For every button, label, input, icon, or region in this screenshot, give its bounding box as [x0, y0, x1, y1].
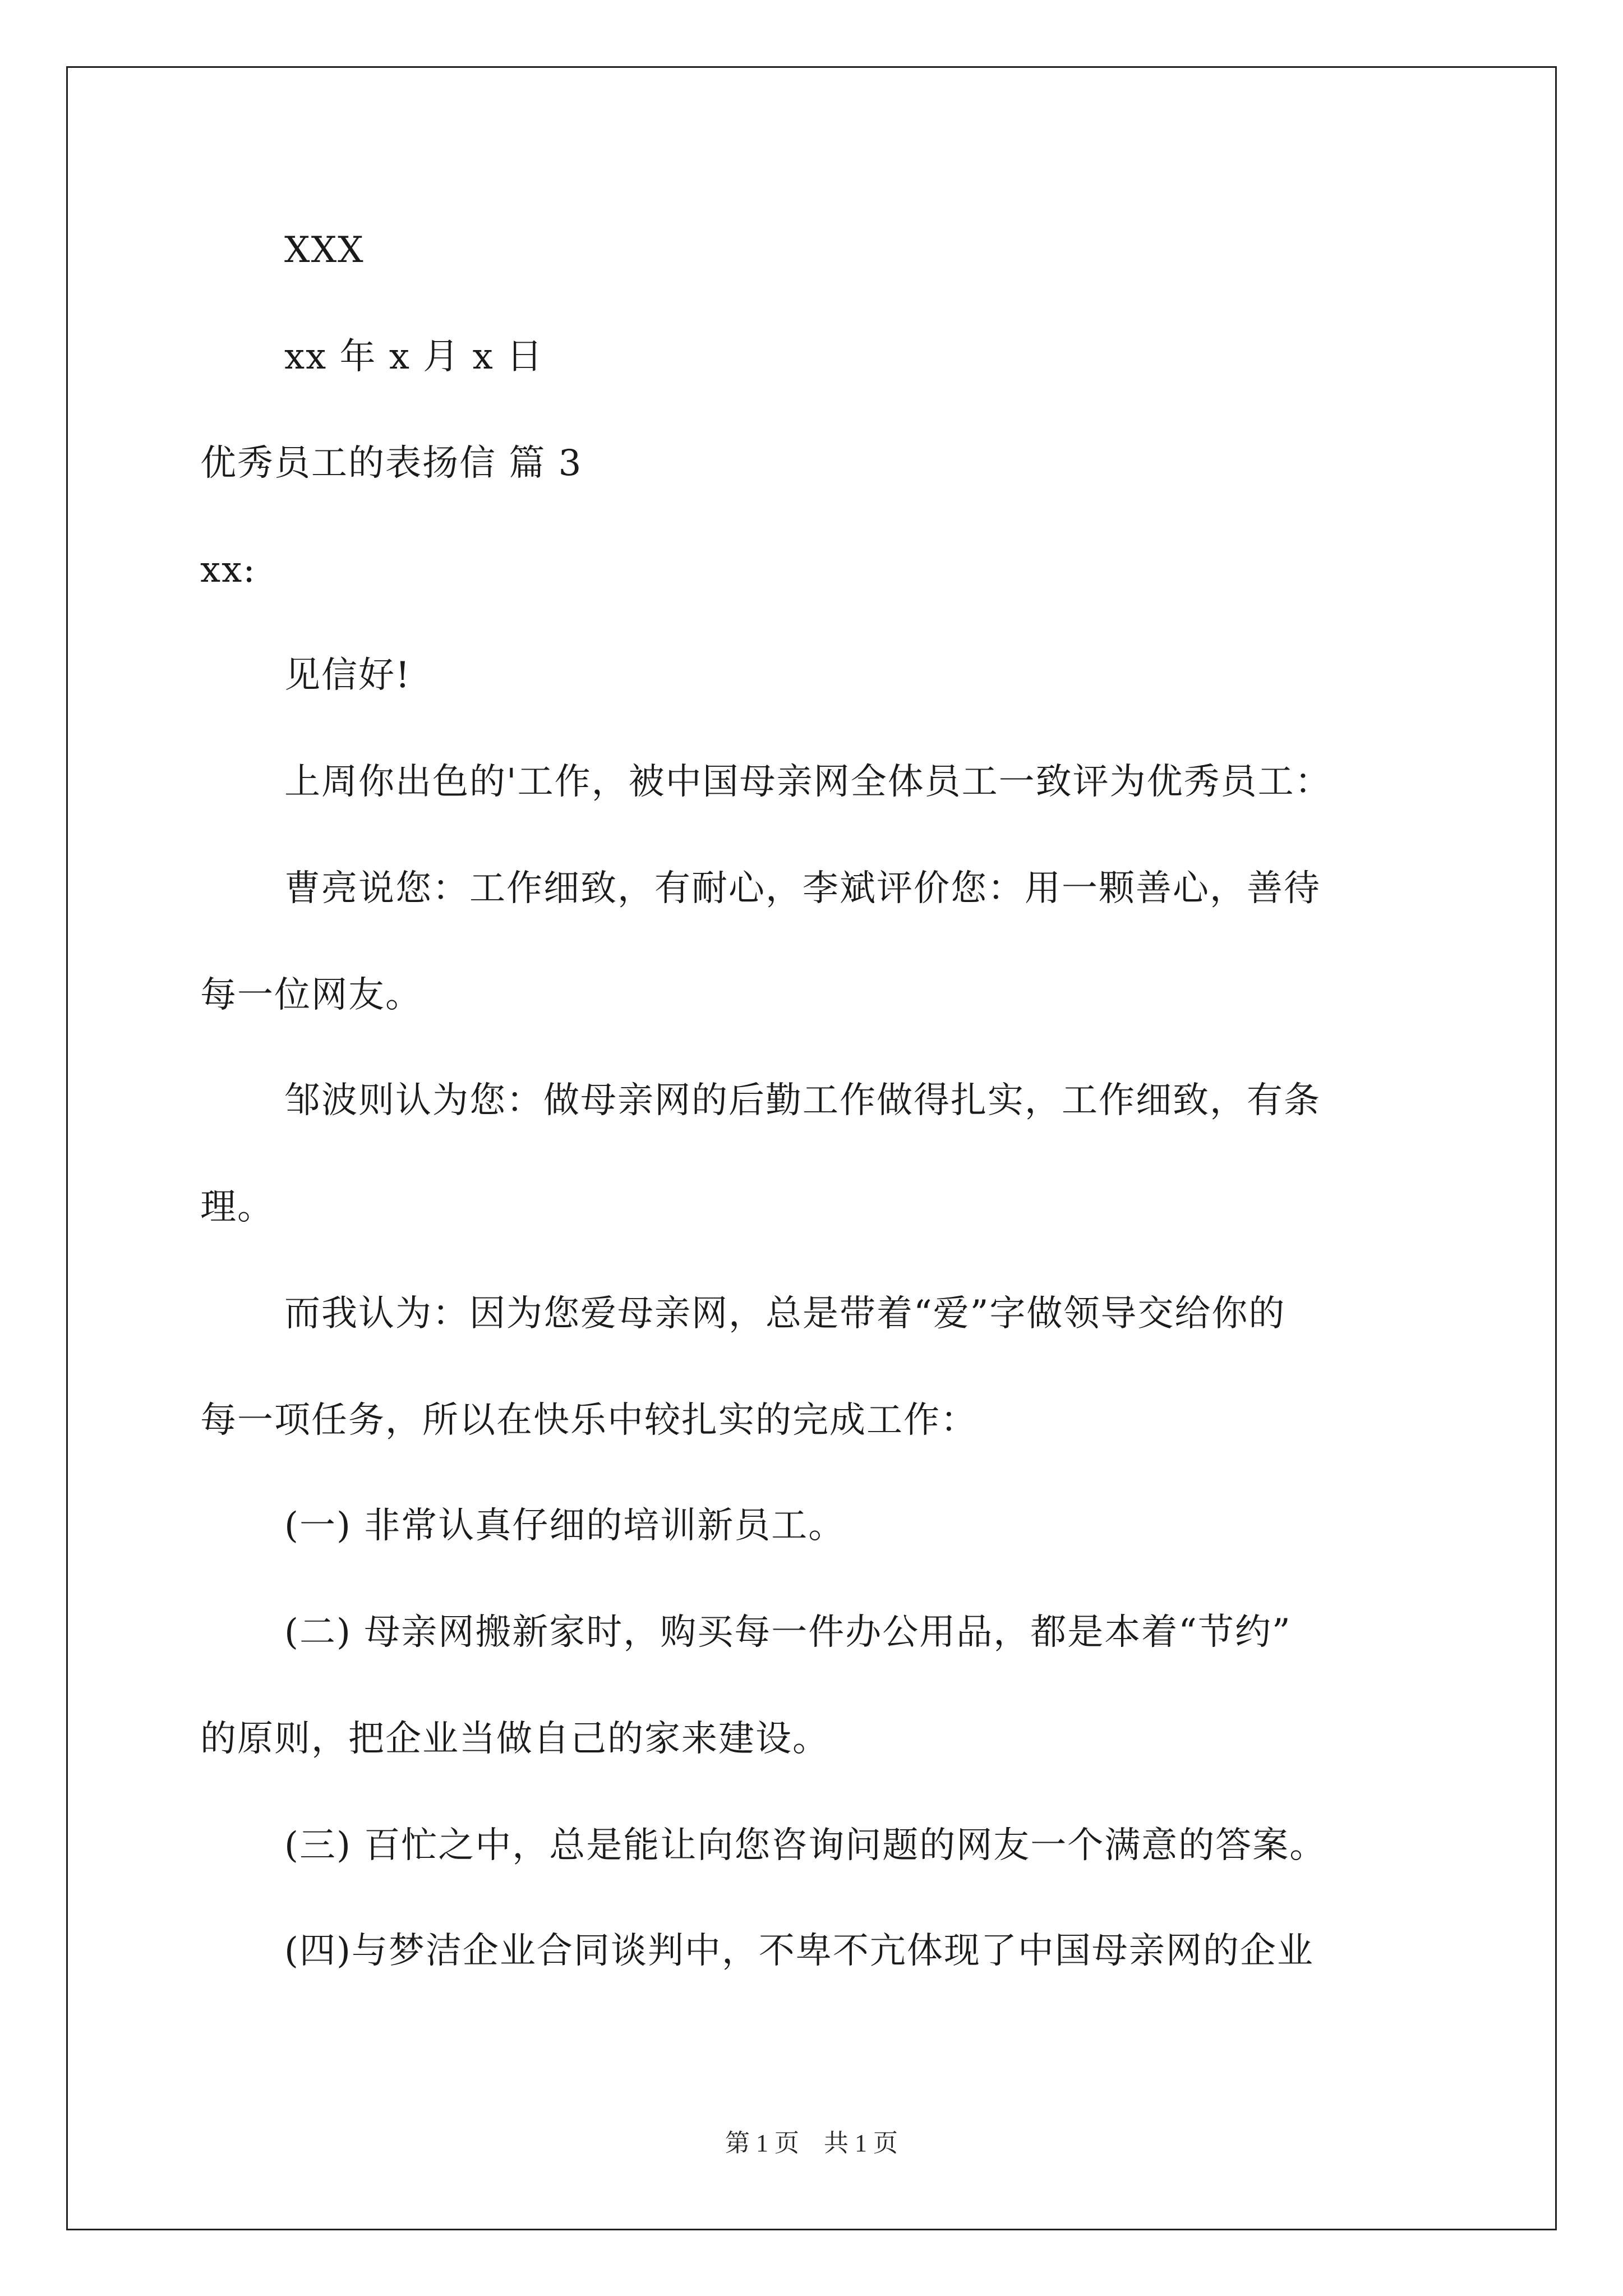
- greeting: 见信好!: [284, 655, 411, 696]
- page-border: [66, 66, 1557, 2230]
- salutation: xx:: [200, 549, 256, 591]
- page-number-footer: 第 1 页 共 1 页: [725, 2129, 898, 2157]
- signature-name: XXX: [284, 229, 365, 271]
- list-item: (一) 非常认真仔细的培训新员工。: [284, 1505, 846, 1547]
- signature-date: xx 年 x 月 x 日: [284, 336, 544, 378]
- paragraph-line: 上周你出色的'工作，被中国母亲网全体员工一致评为优秀员工：: [284, 761, 1332, 803]
- list-item: (四)与梦洁企业合同谈判中，不卑不亢体现了中国母亲网的企业: [284, 1930, 1314, 1972]
- list-item: (二) 母亲网搬新家时，购买每一件办公用品，都是本着“节约”: [284, 1612, 1292, 1653]
- section-heading: 优秀员工的表扬信 篇 3: [200, 443, 583, 484]
- paragraph-line: 每一位网友。: [200, 974, 422, 1016]
- paragraph-line: 的原则，把企业当做自己的家来建设。: [200, 1718, 829, 1760]
- paragraph-line: 而我认为：因为您爱母亲网，总是带着“爱”字做领导交给你的: [284, 1293, 1286, 1335]
- paragraph-line: 曹亮说您：工作细致，有耐心，李斌评价您：用一颗善心，善待: [284, 868, 1321, 909]
- list-item: (三) 百忙之中，总是能让向您咨询问题的网友一个满意的答案。: [284, 1825, 1327, 1866]
- paragraph-line: 每一项任务，所以在快乐中较扎实的完成工作：: [200, 1400, 978, 1441]
- paragraph-line: 邹波则认为您：做母亲网的后勤工作做得扎实，工作细致，有条: [284, 1080, 1321, 1121]
- paragraph-line: 理。: [200, 1186, 274, 1228]
